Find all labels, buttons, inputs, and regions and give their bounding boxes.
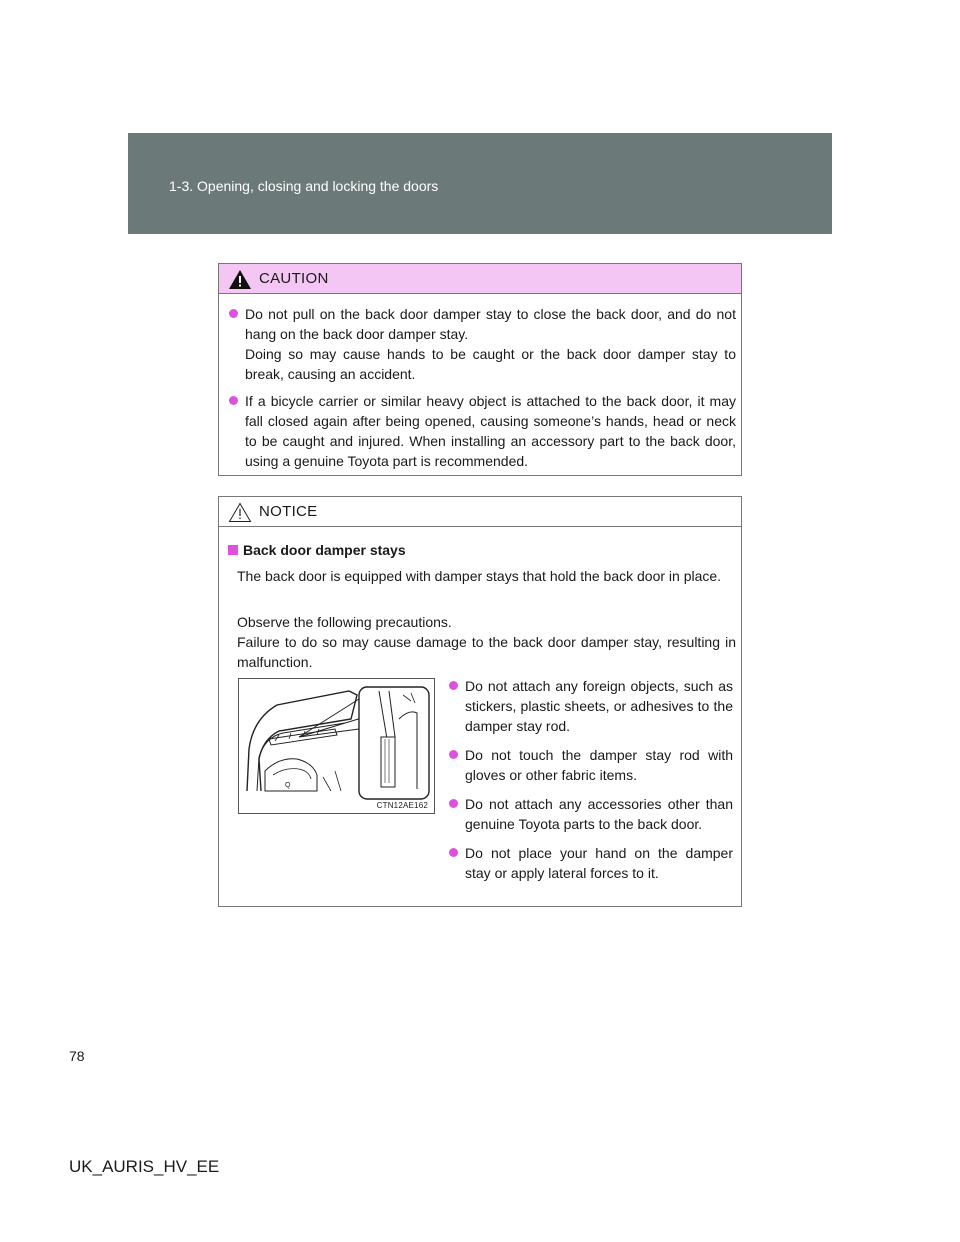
section-header-band xyxy=(128,133,832,234)
notice-paragraph: Failure to do so may cause damage to the back door damper stay, resulting in malfunction. xyxy=(237,634,736,670)
caution-item xyxy=(228,304,736,384)
bullet-dot-icon xyxy=(449,799,458,808)
notice-paragraph: The back door is equipped with damper stays that hold the back door in place. xyxy=(237,568,722,584)
bullet-dot-icon xyxy=(229,309,238,318)
caution-item xyxy=(228,391,736,471)
notice-item xyxy=(448,676,733,736)
notice-box xyxy=(218,496,742,907)
warning-triangle-outline-icon xyxy=(228,502,252,523)
bullet-dot-icon xyxy=(229,396,238,405)
notice-item xyxy=(448,843,733,883)
notice-label: NOTICE xyxy=(259,503,318,520)
caution-item-text: Doing so may cause hands to be caught or the back door damper stay to break, causing an accident. xyxy=(245,346,736,382)
bullet-dot-icon xyxy=(449,750,458,759)
caution-header xyxy=(219,264,741,294)
notice-item xyxy=(448,794,733,834)
notice-list xyxy=(448,676,733,892)
figure-code: CTN12AE162 xyxy=(376,801,428,810)
notice-item-text: Do not touch the damper stay rod with gloves or other fabric items. xyxy=(465,747,733,783)
notice-item xyxy=(448,745,733,785)
caution-label: CAUTION xyxy=(259,270,329,287)
notice-item-text: Do not attach any foreign objects, such as stickers, plastic sheets, or adhesives to the damper stay rod. xyxy=(465,678,733,734)
notice-item-text: Do not place your hand on the damper stay or apply lateral forces to it. xyxy=(465,845,733,881)
caution-item-text: Do not pull on the back door damper stay to close the back door, and do not hang on the back door damper stay. xyxy=(245,306,736,342)
damper-stay-illustration xyxy=(238,678,435,814)
notice-item-text: Do not attach any accessories other than genuine Toyota parts to the back door. xyxy=(465,796,733,832)
svg-text:Q: Q xyxy=(285,782,291,789)
document-code: UK_AURIS_HV_EE xyxy=(69,1157,220,1176)
caution-box xyxy=(218,263,742,476)
square-bullet-icon xyxy=(228,545,238,555)
caution-item-text: If a bicycle carrier or similar heavy object is attached to the back door, it may fall closed again after being opened, causing someone’s hands, head or neck to be caught and injured. When installing an accessory part to the back door, using a genuine Toyota part is recommended. xyxy=(245,393,736,469)
notice-paragraph: Observe the following precautions. xyxy=(237,614,452,630)
warning-triangle-icon xyxy=(228,269,252,290)
back-door-damper-drawing xyxy=(239,679,435,814)
bullet-dot-icon xyxy=(449,681,458,690)
caution-list xyxy=(228,304,736,478)
bullet-dot-icon xyxy=(449,848,458,857)
notice-header xyxy=(219,497,741,527)
notice-subheading-text: Back door damper stays xyxy=(243,542,406,558)
section-title: 1-3. Opening, closing and locking the doors xyxy=(169,178,439,194)
notice-subheading xyxy=(228,542,406,558)
page-number: 78 xyxy=(69,1048,85,1064)
